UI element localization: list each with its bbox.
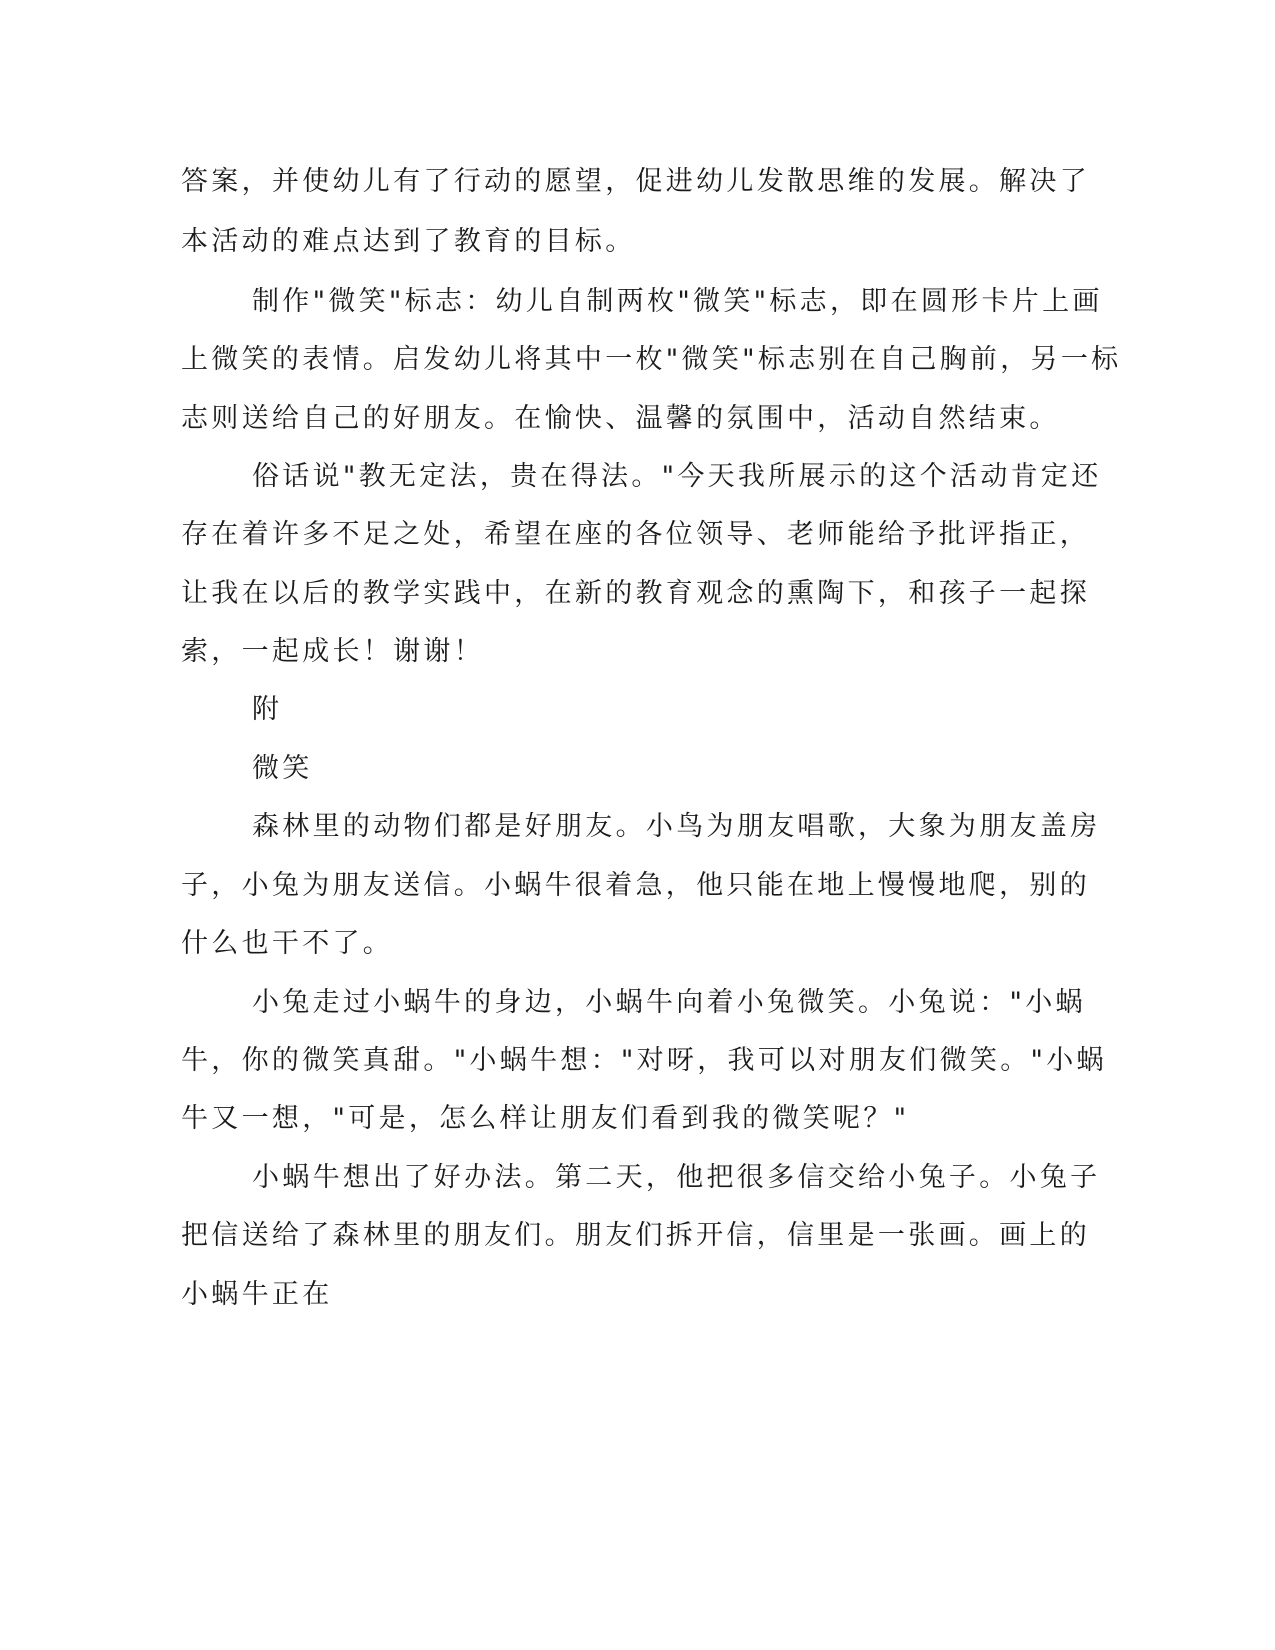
text-line: 微笑 (252, 753, 313, 784)
text-line: 子，小兔为朋友送信。小蜗牛很着急，他只能在地上慢慢地爬，别的 (181, 870, 1090, 901)
text-line: 俗话说"教无定法，贵在得法。"今天我所展示的这个活动肯定还 (252, 461, 1102, 492)
text-line: 索，一起成长！谢谢！ (181, 636, 484, 667)
text-line: 存在着许多不足之处，希望在座的各位领导、老师能给予批评指正， (181, 519, 1090, 550)
text-line: 什么也干不了。 (181, 928, 394, 959)
text-line: 答案，并使幼儿有了行动的愿望，促进幼儿发散思维的发展。解决了 (181, 166, 1090, 197)
text-line: 志则送给自己的好朋友。在愉快、温馨的氛围中，活动自然结束。 (181, 403, 1060, 434)
text-line: 把信送给了森林里的朋友们。朋友们拆开信，信里是一张画。画上的 (181, 1220, 1090, 1251)
text-line: 牛又一想，"可是，怎么样让朋友们看到我的微笑呢？" (181, 1103, 910, 1134)
text-line: 本活动的难点达到了教育的目标。 (181, 226, 636, 257)
text-line: 森林里的动物们都是好朋友。小鸟为朋友唱歌，大象为朋友盖房 (252, 811, 1101, 842)
text-line: 小兔走过小蜗牛的身边，小蜗牛向着小兔微笑。小兔说："小蜗 (252, 987, 1086, 1018)
text-line: 附 (252, 694, 283, 725)
text-line: 制作"微笑"标志：幼儿自制两枚"微笑"标志，即在圆形卡片上画 (252, 286, 1103, 317)
text-line: 小蜗牛正在 (181, 1279, 333, 1310)
text-line: 牛，你的微笑真甜。"小蜗牛想："对呀，我可以对朋友们微笑。"小蜗 (181, 1045, 1107, 1076)
text-line: 上微笑的表情。启发幼儿将其中一枚"微笑"标志别在自己胸前，另一标 (181, 344, 1122, 375)
text-line: 让我在以后的教学实践中，在新的教育观念的熏陶下，和孩子一起探 (181, 578, 1090, 609)
text-line: 小蜗牛想出了好办法。第二天，他把很多信交给小兔子。小兔子 (252, 1162, 1101, 1193)
